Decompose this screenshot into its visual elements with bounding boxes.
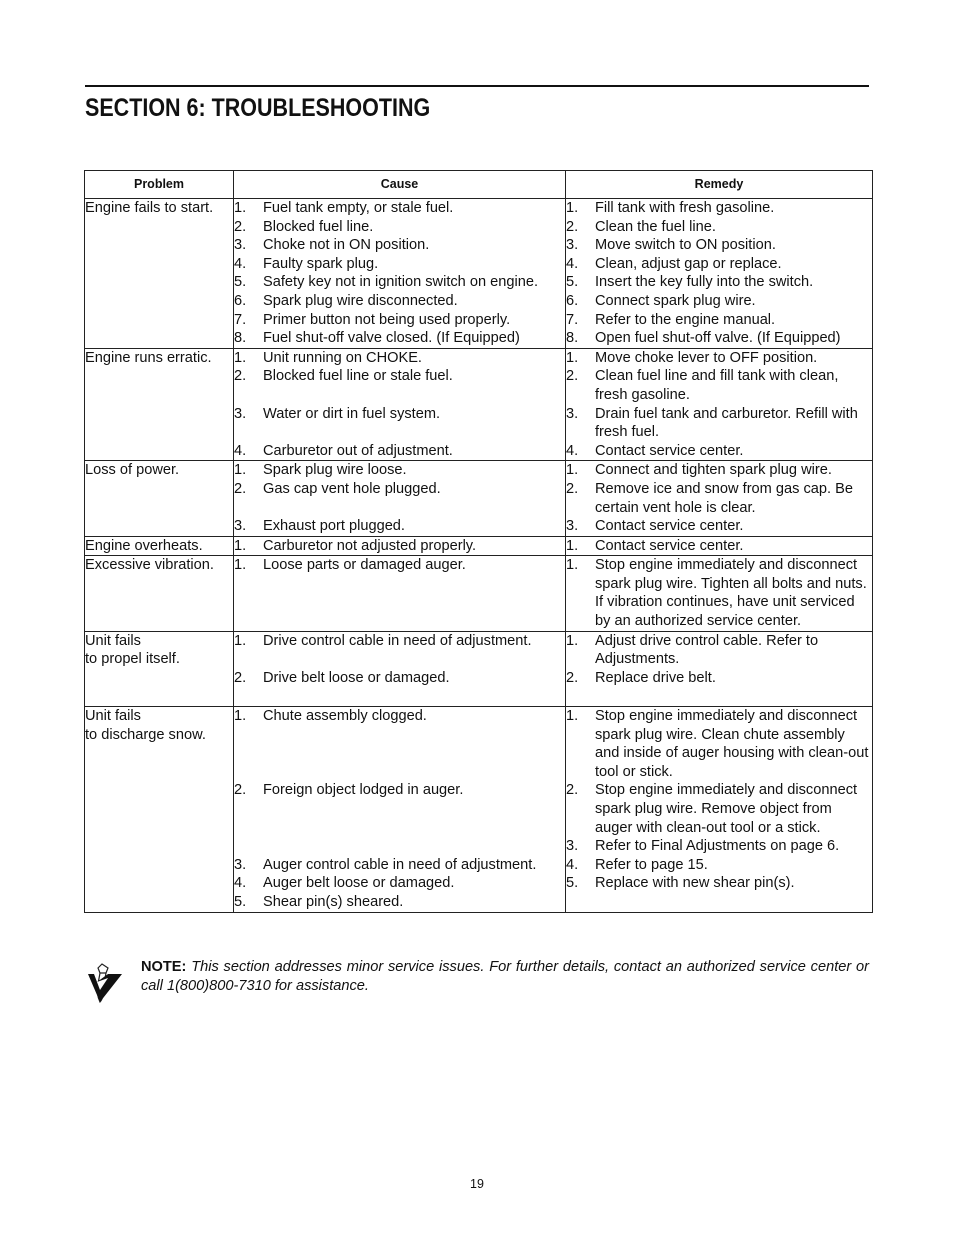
remedy-item xyxy=(566,405,872,442)
cause-number: 2. xyxy=(234,669,247,686)
remedy-number: 1. xyxy=(566,537,579,554)
cause-item xyxy=(234,856,565,875)
problem-cell xyxy=(85,631,234,706)
troubleshooting-table xyxy=(84,170,873,913)
cause-number: 4. xyxy=(234,255,247,272)
cause-text: Water or dirt in fuel system. xyxy=(263,405,441,422)
cause-number: 3. xyxy=(234,856,247,873)
table-row xyxy=(85,461,873,536)
cause-number: 2. xyxy=(234,368,247,385)
remedy-item xyxy=(566,292,872,311)
remedy-text: Remove ice and snow from gas cap. Be certain vent hole is clear. xyxy=(595,480,853,516)
cause-item xyxy=(234,893,565,912)
cause-number: 1. xyxy=(234,462,247,479)
section-title: SECTION 6: TROUBLESHOOTING xyxy=(85,94,431,122)
remedy-item xyxy=(566,367,872,404)
remedy-number: 1. xyxy=(566,708,579,725)
cause-text: Fuel tank empty, or stale fuel. xyxy=(263,200,454,216)
cause-text: Blocked fuel line or stale fuel. xyxy=(263,368,453,385)
cause-text: Safety key not in ignition switch on engine. xyxy=(263,274,539,291)
cause-cell xyxy=(234,707,566,913)
cause-number: 8. xyxy=(234,330,247,347)
cause-text: Drive belt loose or damaged. xyxy=(263,669,450,686)
cause-item xyxy=(234,349,565,368)
cause-text: Unit running on CHOKE. xyxy=(263,349,422,366)
remedy-number: 3. xyxy=(566,838,579,855)
remedy-number: 4. xyxy=(566,856,579,873)
remedy-text: Stop engine immediately and disconnect spark plug wire. Tighten all bolts and nuts. If vibration continues, have unit serviced by an authorized service center. xyxy=(595,557,867,630)
remedy-item xyxy=(566,537,872,556)
remedy-number: 2. xyxy=(566,368,579,385)
remedy-item xyxy=(566,218,872,237)
remedy-text: Connect spark plug wire. xyxy=(595,292,756,309)
remedy-number: 5. xyxy=(566,875,579,892)
cause-item xyxy=(234,517,565,536)
remedy-number: 2. xyxy=(566,782,579,799)
remedy-number: 6. xyxy=(566,292,579,309)
cause-cell xyxy=(234,461,566,536)
remedy-text: Stop engine immediately and disconnect spark plug wire. Remove object from auger with clean-out tool or a stick. xyxy=(595,782,858,836)
page-number: 19 xyxy=(470,1177,484,1191)
cause-item xyxy=(234,273,565,292)
cause-text: Fuel shut-off valve closed. (If Equipped) xyxy=(263,330,520,347)
problem-text: Engine fails to start. xyxy=(85,200,214,216)
cause-item xyxy=(234,236,565,255)
remedy-item xyxy=(566,349,872,368)
problem-cell xyxy=(85,707,234,913)
remedy-item xyxy=(566,236,872,255)
table-row xyxy=(85,536,873,556)
table-header-row xyxy=(85,171,873,199)
remedy-number: 7. xyxy=(566,311,579,328)
remedy-number: 1. xyxy=(566,557,579,574)
cause-number: 3. xyxy=(234,518,247,535)
cause-text: Spark plug wire loose. xyxy=(263,462,407,479)
cause-text: Gas cap vent hole plugged. xyxy=(263,480,441,497)
cause-text: Auger control cable in need of adjustment. xyxy=(263,856,537,873)
problem-text: Excessive vibration. xyxy=(85,557,214,574)
cause-item xyxy=(234,632,565,651)
cause-number: 1. xyxy=(234,349,247,366)
remedy-number: 1. xyxy=(566,632,579,649)
remedy-item xyxy=(566,669,872,688)
remedy-item xyxy=(566,837,872,856)
remedy-text: Replace drive belt. xyxy=(595,669,716,686)
cause-item xyxy=(234,707,565,726)
cause-item xyxy=(234,480,565,499)
remedy-number: 1. xyxy=(566,349,579,366)
remedy-item xyxy=(566,517,872,536)
cause-item xyxy=(234,367,565,386)
remedy-number: 2. xyxy=(566,218,579,235)
note-label: NOTE: xyxy=(141,959,187,975)
cause-text: Carburetor not adjusted properly. xyxy=(263,537,477,554)
remedy-item xyxy=(566,556,872,630)
table-row xyxy=(85,199,873,349)
cause-item xyxy=(234,442,565,461)
problem-text: Engine overheats. xyxy=(85,537,203,554)
remedy-cell xyxy=(566,631,873,706)
pen-checkmark-icon xyxy=(86,960,126,1006)
cause-text: Foreign object lodged in auger. xyxy=(263,782,464,799)
cause-item xyxy=(234,255,565,274)
problem-cell xyxy=(85,199,234,349)
cause-item xyxy=(234,537,565,556)
remedy-item xyxy=(566,856,872,875)
cause-cell xyxy=(234,536,566,556)
table-row xyxy=(85,631,873,706)
remedy-item xyxy=(566,255,872,274)
note-text: This section addresses minor service issues. For further details, contact an authorized service center or call 1(800)800-7310 for assistance. xyxy=(141,959,869,994)
remedy-text: Clean the fuel line. xyxy=(595,218,716,235)
cause-number: 2. xyxy=(234,480,247,497)
cause-number: 6. xyxy=(234,292,247,309)
problem-text: Loss of power. xyxy=(85,462,180,479)
remedy-text: Drain fuel tank and carburetor. Refill with fresh fuel. xyxy=(595,405,858,441)
cause-text: Chute assembly clogged. xyxy=(263,708,427,725)
title-rule xyxy=(85,85,869,87)
remedy-text: Clean, adjust gap or replace. xyxy=(595,255,782,272)
cause-item xyxy=(234,874,565,893)
cause-number: 4. xyxy=(234,442,247,459)
problem-cell xyxy=(85,461,234,536)
cause-number: 1. xyxy=(234,708,247,725)
remedy-text: Adjust drive control cable. Refer to Adjustments. xyxy=(595,632,819,668)
cause-item xyxy=(234,556,565,575)
remedy-item xyxy=(566,632,872,669)
cause-number: 1. xyxy=(234,537,247,554)
remedy-text: Refer to the engine manual. xyxy=(595,311,776,328)
remedy-item xyxy=(566,442,872,461)
table-row xyxy=(85,556,873,631)
remedy-item xyxy=(566,273,872,292)
header-cause: Cause xyxy=(234,171,566,199)
remedy-text: Move switch to ON position. xyxy=(595,237,776,254)
cause-number: 7. xyxy=(234,311,247,328)
cause-cell xyxy=(234,556,566,631)
cause-item xyxy=(234,669,565,688)
cause-cell xyxy=(234,199,566,349)
remedy-number: 1. xyxy=(566,462,579,479)
remedy-cell xyxy=(566,707,873,913)
cause-number: 1. xyxy=(234,557,247,574)
remedy-item xyxy=(566,311,872,330)
remedy-item xyxy=(566,461,872,480)
cause-number: 5. xyxy=(234,893,247,910)
remedy-number: 3. xyxy=(566,237,579,254)
cause-number: 3. xyxy=(234,405,247,422)
remedy-cell xyxy=(566,348,873,461)
note-paragraph xyxy=(141,958,869,996)
header-remedy: Remedy xyxy=(566,171,873,199)
remedy-number: 4. xyxy=(566,442,579,459)
cause-text: Exhaust port plugged. xyxy=(263,518,405,535)
remedy-number: 1. xyxy=(566,200,579,216)
cause-text: Loose parts or damaged auger. xyxy=(263,557,466,574)
cause-text: Spark plug wire disconnected. xyxy=(263,292,458,309)
cause-cell xyxy=(234,631,566,706)
problem-text: to propel itself. xyxy=(85,651,180,668)
cause-number: 2. xyxy=(234,218,247,235)
remedy-text: Connect and tighten spark plug wire. xyxy=(595,462,832,479)
remedy-cell xyxy=(566,536,873,556)
header-problem: Problem xyxy=(85,171,234,199)
cause-item xyxy=(234,218,565,237)
cause-number: 5. xyxy=(234,274,247,291)
cause-item xyxy=(234,781,565,800)
cause-text: Carburetor out of adjustment. xyxy=(263,442,453,459)
remedy-text: Fill tank with fresh gasoline. xyxy=(595,200,775,216)
remedy-number: 2. xyxy=(566,669,579,686)
problem-text: Unit fails xyxy=(85,708,141,725)
remedy-text: Move choke lever to OFF position. xyxy=(595,349,818,366)
cause-number: 1. xyxy=(234,200,247,216)
remedy-text: Refer to Final Adjustments on page 6. xyxy=(595,838,840,855)
remedy-text: Clean fuel line and fill tank with clean, fresh gasoline. xyxy=(595,368,839,403)
cause-text: Shear pin(s) sheared. xyxy=(263,893,404,910)
remedy-number: 3. xyxy=(566,518,579,535)
cause-text: Faulty spark plug. xyxy=(263,255,379,272)
cause-number: 3. xyxy=(234,237,247,254)
remedy-text: Stop engine immediately and disconnect spark plug wire. Clean chute assembly and inside of auger housing with clean-out tool or stick. xyxy=(595,708,869,780)
cause-number: 2. xyxy=(234,782,247,799)
cause-text: Blocked fuel line. xyxy=(263,218,374,235)
table-body xyxy=(85,199,873,913)
cause-text: Auger belt loose or damaged. xyxy=(263,875,455,892)
cause-item xyxy=(234,461,565,480)
remedy-number: 4. xyxy=(566,255,579,272)
remedy-text: Replace with new shear pin(s). xyxy=(595,875,795,892)
table-row xyxy=(85,348,873,461)
table-row xyxy=(85,707,873,913)
problem-cell xyxy=(85,348,234,461)
remedy-number: 5. xyxy=(566,274,579,291)
problem-cell xyxy=(85,556,234,631)
remedy-item xyxy=(566,874,872,893)
remedy-number: 3. xyxy=(566,405,579,422)
remedy-item xyxy=(566,480,872,517)
cause-item xyxy=(234,329,565,348)
cause-text: Primer button not being used properly. xyxy=(263,311,511,328)
remedy-text: Open fuel shut-off valve. (If Equipped) xyxy=(595,330,841,347)
cause-item xyxy=(234,405,565,424)
remedy-cell xyxy=(566,556,873,631)
cause-text: Choke not in ON position. xyxy=(263,237,430,254)
problem-text: Unit fails xyxy=(85,632,141,649)
remedy-number: 8. xyxy=(566,330,579,347)
remedy-item xyxy=(566,707,872,781)
cause-item xyxy=(234,199,565,218)
remedy-item xyxy=(566,781,872,837)
cause-item xyxy=(234,311,565,330)
remedy-text: Contact service center. xyxy=(595,442,744,459)
remedy-cell xyxy=(566,199,873,349)
remedy-text: Insert the key fully into the switch. xyxy=(595,274,814,291)
cause-cell xyxy=(234,348,566,461)
cause-text: Drive control cable in need of adjustment. xyxy=(263,632,532,649)
remedy-text: Contact service center. xyxy=(595,537,744,554)
cause-item xyxy=(234,292,565,311)
problem-text: to discharge snow. xyxy=(85,726,206,743)
remedy-cell xyxy=(566,461,873,536)
remedy-item xyxy=(566,329,872,348)
problem-cell xyxy=(85,536,234,556)
cause-number: 4. xyxy=(234,875,247,892)
problem-text: Engine runs erratic. xyxy=(85,349,212,366)
cause-number: 1. xyxy=(234,632,247,649)
remedy-text: Contact service center. xyxy=(595,518,744,535)
remedy-number: 2. xyxy=(566,480,579,497)
remedy-item xyxy=(566,199,872,218)
remedy-text: Refer to page 15. xyxy=(595,856,708,873)
